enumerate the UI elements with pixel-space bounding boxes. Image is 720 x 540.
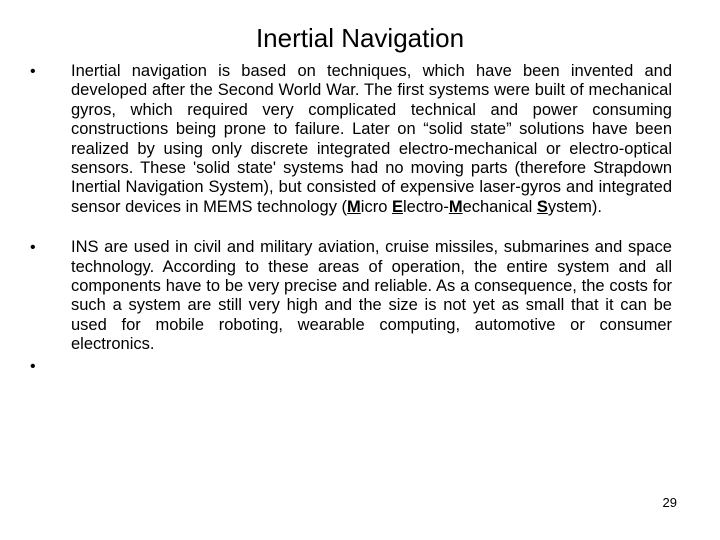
acronym-letter-e: E (391, 197, 403, 216)
bullet-item-ins-applications (30, 238, 672, 354)
bullet-dot-icon: • (30, 63, 36, 80)
bullet-text: INS are used in civil and military aviation, cruise missiles, submarines and space technology. According to these areas of operation, the entire system and all components have to be very precise and reliable. As a consequence, the costs for such a system are still very high and the size is not yet as small that it can be used for mobile roboting, wearable computing, automotive or consumer electronics. (71, 238, 672, 354)
bullet-dot-icon: • (30, 357, 36, 375)
slide-title: Inertial Navigation (255, 23, 465, 53)
acronym-letter-m: M (347, 197, 361, 216)
bullet-dot-icon: • (30, 239, 36, 257)
acronym-rest: lectro- (402, 197, 449, 216)
bullet-item-inertial-navigation-history (30, 62, 672, 217)
bullet-item-empty (30, 357, 672, 377)
acronym-letter-s: S (536, 197, 548, 216)
acronym-letter-m2: M (448, 197, 463, 216)
bullet-text: Inertial navigation is based on techniques, which have been invented and developed after the Second World War. The first systems were built of mechanical gyros, which required very complicated technical and power consuming constructions being prone to failure. Later on “solid state” solutions have been realized by using only discrete integrated electro-mechanical or electro-optical sensors. These 'solid state' systems had no moving parts (therefore Strapdown Inertial Navigation System), but consisted of expensive laser-gyros and integrated sensor devices in MEMS technology ( (71, 62, 672, 216)
acronym-rest: ystem). (547, 197, 602, 216)
bullet-list (30, 62, 672, 377)
page-number: 29 (662, 495, 677, 510)
acronym-rest: echanical (462, 197, 537, 216)
acronym-rest: icro (360, 197, 392, 216)
